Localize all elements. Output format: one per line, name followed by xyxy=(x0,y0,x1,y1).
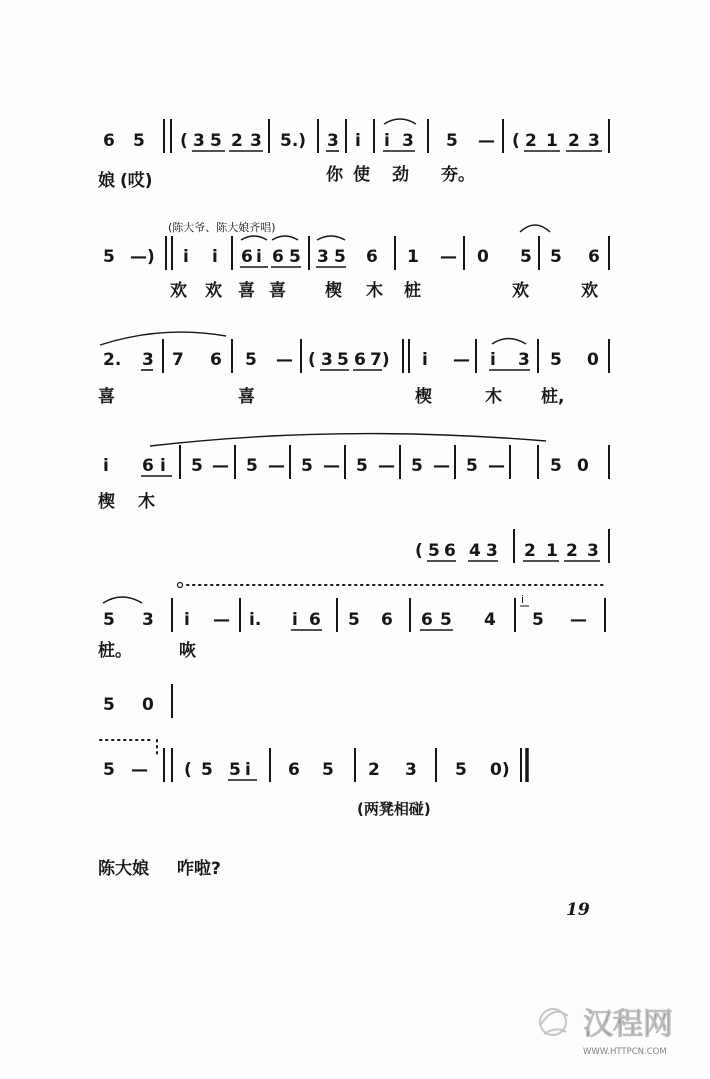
note: — xyxy=(488,456,505,476)
lyric: 欢 xyxy=(170,281,187,301)
slur xyxy=(520,225,550,232)
stage-direction: (两凳相碰) xyxy=(357,800,431,818)
note: 3 xyxy=(321,350,333,370)
lyric: 娘 xyxy=(98,171,115,191)
note: 5 xyxy=(550,456,562,476)
lyric: 桩 xyxy=(404,281,421,301)
note: 4 xyxy=(484,610,496,630)
note: i. xyxy=(249,610,262,630)
note: 5 xyxy=(322,760,334,780)
note: 5.) xyxy=(280,131,307,151)
slur xyxy=(241,236,267,240)
note: — xyxy=(212,456,229,476)
note: 5 xyxy=(103,610,115,630)
watermark-name: 汉程网 xyxy=(583,1007,673,1042)
note: 5 xyxy=(133,131,145,151)
slur xyxy=(272,236,298,240)
note: 5 xyxy=(103,247,115,267)
lyric: 欢 xyxy=(581,281,598,301)
lyric: 楔 xyxy=(415,387,432,407)
note: 6 xyxy=(421,610,433,630)
note: 1 xyxy=(546,131,558,151)
note: — xyxy=(276,350,293,370)
watermark-logo-icon xyxy=(540,1009,568,1035)
note: 0 xyxy=(587,350,599,370)
note: 5 xyxy=(337,350,349,370)
grace-note: i xyxy=(521,593,525,606)
note: 3 xyxy=(142,610,154,630)
note: 5 xyxy=(191,456,203,476)
note: 5 xyxy=(440,610,452,630)
lyric: 桩, xyxy=(541,387,565,407)
note: 6 xyxy=(272,247,284,267)
note: i xyxy=(256,247,262,267)
note: — xyxy=(440,247,457,267)
note: 2 xyxy=(524,541,536,561)
note: 4 xyxy=(469,541,481,561)
note: 5 xyxy=(455,760,467,780)
note: i xyxy=(160,456,166,476)
slur xyxy=(150,434,546,446)
note: 6 xyxy=(588,247,600,267)
note: 7) xyxy=(370,350,390,370)
score-row-8 xyxy=(100,740,527,818)
lyric: 桩。 xyxy=(98,641,132,661)
note: 5 xyxy=(289,247,301,267)
dialogue-speaker: 陈大娘 xyxy=(98,859,149,879)
note: 6 xyxy=(103,131,115,151)
note: 0 xyxy=(477,247,489,267)
page-number: 19 xyxy=(566,900,590,920)
note: i xyxy=(103,456,109,476)
lyric: 你 xyxy=(326,165,343,185)
note: 6 xyxy=(142,456,154,476)
note: i xyxy=(212,247,218,267)
lyric: 咴 xyxy=(179,641,196,661)
lyric: 喜 xyxy=(98,387,115,407)
score-row-1 xyxy=(98,119,609,191)
note: 5 xyxy=(520,247,532,267)
note: 5 xyxy=(550,350,562,370)
note: —) xyxy=(130,247,155,267)
note: 7 xyxy=(172,350,184,370)
note: 6 xyxy=(444,541,456,561)
note: 3 xyxy=(486,541,498,561)
note: 2 xyxy=(568,131,580,151)
note: 5 xyxy=(411,456,423,476)
score-row-5 xyxy=(178,529,610,588)
note: 2 xyxy=(368,760,380,780)
note: 6 xyxy=(288,760,300,780)
note: 5 xyxy=(103,695,115,715)
lyric: 楔 xyxy=(325,281,342,301)
note: ( xyxy=(184,760,192,780)
note: — xyxy=(478,131,495,151)
note: 3 xyxy=(142,350,154,370)
note: 0 xyxy=(577,456,589,476)
note: 5 xyxy=(356,456,368,476)
note: i xyxy=(245,760,251,780)
lyric: 木 xyxy=(485,387,502,407)
score-row-3 xyxy=(98,332,609,407)
lyric: 喜 xyxy=(269,281,286,301)
note: i xyxy=(422,350,428,370)
note: 2 xyxy=(566,541,578,561)
note: 6 xyxy=(381,610,393,630)
lyric: 使 xyxy=(353,165,370,185)
note: — xyxy=(323,456,340,476)
lyric: (哎) xyxy=(120,171,153,191)
note: 0 xyxy=(142,695,154,715)
note: 3 xyxy=(405,760,417,780)
note: 3 xyxy=(402,131,414,151)
lyric: 夯。 xyxy=(441,165,475,185)
note: — xyxy=(453,350,470,370)
score-row-4 xyxy=(98,434,609,512)
lyric: 喜 xyxy=(238,387,255,407)
note: 3 xyxy=(518,350,530,370)
note: 5 xyxy=(348,610,360,630)
dialogue-line: 咋啦? xyxy=(177,859,221,879)
note: 6 xyxy=(354,350,366,370)
note: 5 xyxy=(334,247,346,267)
note: 5 xyxy=(428,541,440,561)
note: 2 xyxy=(525,131,537,151)
score-row-2 xyxy=(103,220,609,301)
note: 5 xyxy=(550,247,562,267)
note: 6 xyxy=(241,247,253,267)
note: ( xyxy=(415,541,423,561)
note: 3 xyxy=(250,131,262,151)
singer-annotation: (陈大爷、陈大娘齐唱) xyxy=(168,221,276,234)
note: — xyxy=(433,456,450,476)
note: 5 xyxy=(301,456,313,476)
note: 3 xyxy=(588,131,600,151)
watermark-url: WWW.HTTPCN.COM xyxy=(583,1047,667,1057)
note: — xyxy=(213,610,230,630)
note: 1 xyxy=(407,247,419,267)
note: 3 xyxy=(587,541,599,561)
note: 2. xyxy=(103,350,122,370)
lyric: 欢 xyxy=(205,281,222,301)
note: 5 xyxy=(210,131,222,151)
lyric: 喜 xyxy=(238,281,255,301)
lyric: 劲 xyxy=(392,165,409,185)
note: i xyxy=(384,131,390,151)
lyric: 楔 xyxy=(98,492,115,512)
note: 5 xyxy=(446,131,458,151)
dialogue xyxy=(98,858,221,879)
note: ( xyxy=(308,350,316,370)
note: 5 xyxy=(245,350,257,370)
note: ( xyxy=(180,131,188,151)
slur xyxy=(492,339,526,345)
note: — xyxy=(268,456,285,476)
slur xyxy=(103,597,142,603)
note: — xyxy=(131,760,148,780)
note: 5 xyxy=(103,760,115,780)
lyric: 木 xyxy=(138,492,155,512)
note: 6 xyxy=(366,247,378,267)
note: 5 xyxy=(229,760,241,780)
score-row-6 xyxy=(98,593,605,661)
slur xyxy=(384,119,416,124)
note: 3 xyxy=(327,131,339,151)
lyric: 木 xyxy=(366,281,383,301)
note: i xyxy=(355,131,361,151)
note: 5 xyxy=(201,760,213,780)
note: 5 xyxy=(532,610,544,630)
score-row-7 xyxy=(103,684,172,718)
note: 2 xyxy=(231,131,243,151)
watermark xyxy=(540,1007,673,1057)
note: — xyxy=(570,610,587,630)
lyric: 欢 xyxy=(512,281,529,301)
note: 3 xyxy=(317,247,329,267)
note: 1 xyxy=(546,541,558,561)
note: i xyxy=(490,350,496,370)
ornament-circle xyxy=(178,583,183,588)
note: 3 xyxy=(193,131,205,151)
note: i xyxy=(183,247,189,267)
note: 0) xyxy=(490,760,510,780)
note: i xyxy=(184,610,190,630)
note: 6 xyxy=(210,350,222,370)
note: ( xyxy=(512,131,520,151)
note: — xyxy=(378,456,395,476)
note: 5 xyxy=(246,456,258,476)
note: 6 xyxy=(309,610,321,630)
slur xyxy=(317,236,345,240)
note: i xyxy=(292,610,298,630)
note: 5 xyxy=(466,456,478,476)
